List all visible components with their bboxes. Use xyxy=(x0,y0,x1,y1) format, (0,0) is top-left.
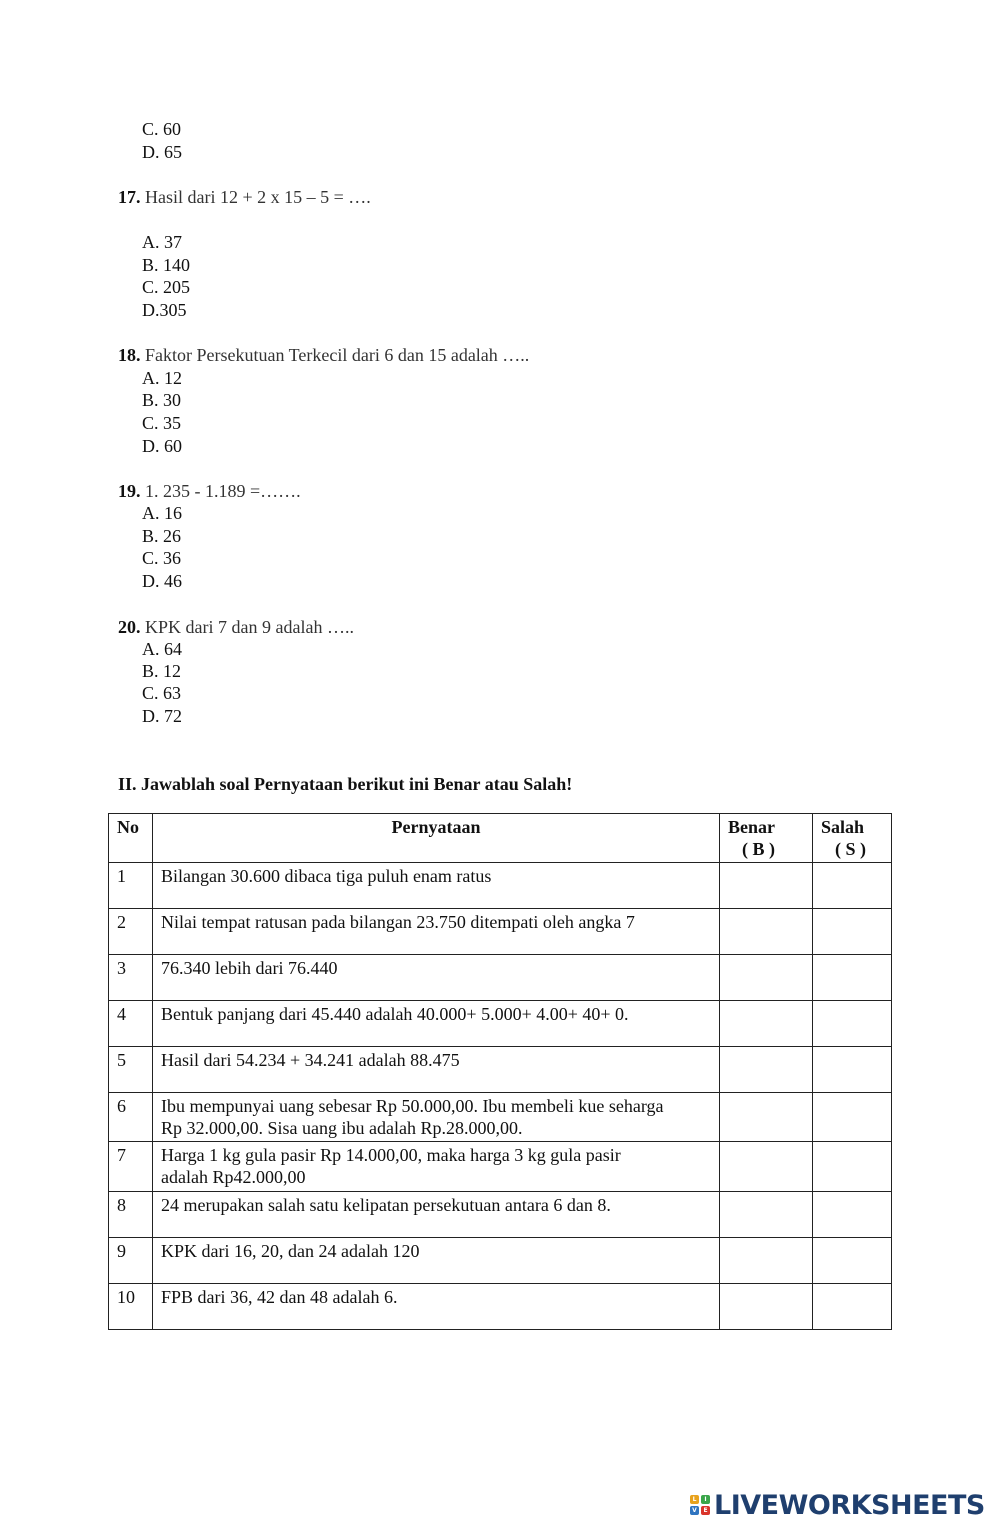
q19-option-a: A. 16 xyxy=(142,503,182,523)
q20-option-a: A. 64 xyxy=(142,639,182,659)
answer-salah-cell[interactable] xyxy=(813,955,892,1001)
table-row xyxy=(109,909,892,955)
answer-salah-cell[interactable] xyxy=(813,1093,892,1142)
section-2-title: II. Jawablah soal Pernyataan berikut ini Benar atau Salah! xyxy=(118,774,573,794)
row-number: 3 xyxy=(109,955,153,1001)
statement-line-1: Bilangan 30.600 dibaca tiga puluh enam ratus xyxy=(161,866,492,886)
q17-option-a: A. 37 xyxy=(142,232,182,252)
answer-benar-cell[interactable] xyxy=(720,1284,813,1330)
q16-option-c: C. 60 xyxy=(142,119,182,139)
q17-option-d: D.305 xyxy=(142,300,187,320)
question-text: Faktor Persekutuan Terkecil dari 6 dan 15 adalah ….. xyxy=(140,345,530,365)
answer-benar-cell[interactable] xyxy=(720,1001,813,1047)
q17-option-b: B. 140 xyxy=(142,255,191,275)
header-salah-label: Salah xyxy=(821,817,865,837)
q18-option-a: A. 12 xyxy=(142,368,182,388)
row-statement xyxy=(153,1093,720,1142)
statement-line-1: FPB dari 36, 42 dan 48 adalah 6. xyxy=(161,1287,398,1307)
question-number: 20. xyxy=(118,617,141,637)
row-number: 5 xyxy=(109,1047,153,1093)
answer-benar-cell[interactable] xyxy=(720,1047,813,1093)
answer-benar-cell[interactable] xyxy=(720,863,813,909)
q16-option-d: D. 65 xyxy=(142,142,182,162)
answer-salah-cell[interactable] xyxy=(813,1284,892,1330)
answer-salah-cell[interactable] xyxy=(813,1047,892,1093)
header-salah xyxy=(813,814,892,863)
question-18 xyxy=(118,344,529,366)
answer-benar-cell[interactable] xyxy=(720,1238,813,1284)
row-statement xyxy=(153,1047,720,1093)
statement-line-1: KPK dari 16, 20, dan 24 adalah 120 xyxy=(161,1241,420,1261)
q19-option-c: C. 36 xyxy=(142,548,182,568)
row-statement xyxy=(153,1001,720,1047)
table-row xyxy=(109,1142,892,1192)
question-number: 17. xyxy=(118,187,141,207)
true-false-table xyxy=(108,813,892,1330)
question-number: 19. xyxy=(118,481,141,501)
q20-option-d: D. 72 xyxy=(142,706,182,726)
header-no: No xyxy=(109,814,153,863)
statement-line-1: 24 merupakan salah satu kelipatan persekutuan antara 6 dan 8. xyxy=(161,1195,611,1215)
question-text: KPK dari 7 dan 9 adalah ….. xyxy=(140,617,354,637)
table-row xyxy=(109,1047,892,1093)
row-statement xyxy=(153,909,720,955)
answer-benar-cell[interactable] xyxy=(720,1142,813,1192)
question-19 xyxy=(118,480,301,502)
statement-line-2: Rp 32.000,00. Sisa uang ibu adalah Rp.28.000,00. xyxy=(161,1118,523,1138)
statement-line-1: Hasil dari 54.234 + 34.241 adalah 88.475 xyxy=(161,1050,460,1070)
row-number: 9 xyxy=(109,1238,153,1284)
row-statement xyxy=(153,1238,720,1284)
table-row xyxy=(109,1238,892,1284)
answer-salah-cell[interactable] xyxy=(813,1001,892,1047)
table-row xyxy=(109,1001,892,1047)
row-number: 4 xyxy=(109,1001,153,1047)
answer-benar-cell[interactable] xyxy=(720,1192,813,1238)
header-salah-sub: ( S ) xyxy=(835,839,866,859)
row-number: 10 xyxy=(109,1284,153,1330)
statement-line-1: Harga 1 kg gula pasir Rp 14.000,00, maka harga 3 kg gula pasir xyxy=(161,1145,621,1165)
header-benar xyxy=(720,814,813,863)
statement-line-1: Bentuk panjang dari 45.440 adalah 40.000+ 5.000+ 4.00+ 40+ 0. xyxy=(161,1004,629,1024)
row-number: 8 xyxy=(109,1192,153,1238)
row-statement xyxy=(153,955,720,1001)
q20-option-c: C. 63 xyxy=(142,683,182,703)
question-text: 1. 235 - 1.189 =……. xyxy=(140,481,301,501)
question-20 xyxy=(118,616,354,638)
answer-benar-cell[interactable] xyxy=(720,909,813,955)
answer-salah-cell[interactable] xyxy=(813,863,892,909)
table-row xyxy=(109,1192,892,1238)
question-text: Hasil dari 12 + 2 x 15 – 5 = …. xyxy=(140,187,371,207)
answer-salah-cell[interactable] xyxy=(813,909,892,955)
row-statement xyxy=(153,863,720,909)
header-statement: Pernyataan xyxy=(153,814,720,863)
q20-option-b: B. 12 xyxy=(142,661,182,681)
statement-line-1: Ibu mempunyai uang sebesar Rp 50.000,00. Ibu membeli kue seharga xyxy=(161,1096,664,1116)
answer-salah-cell[interactable] xyxy=(813,1142,892,1192)
row-number: 6 xyxy=(109,1093,153,1142)
logo-text: LIVEWORKSHEETS xyxy=(714,1489,985,1521)
row-number: 1 xyxy=(109,863,153,909)
answer-benar-cell[interactable] xyxy=(720,1093,813,1142)
answer-salah-cell[interactable] xyxy=(813,1238,892,1284)
table-row xyxy=(109,863,892,909)
row-statement xyxy=(153,1192,720,1238)
header-benar-label: Benar xyxy=(728,817,775,837)
liveworksheets-logo xyxy=(690,1488,985,1522)
row-statement xyxy=(153,1284,720,1330)
liveworksheets-mark-icon: L I V E xyxy=(690,1495,710,1515)
q19-option-b: B. 26 xyxy=(142,526,182,546)
table-row xyxy=(109,1284,892,1330)
question-17 xyxy=(118,186,371,208)
table-row xyxy=(109,1093,892,1142)
header-benar-sub: ( B ) xyxy=(742,839,775,859)
statement-line-2: adalah Rp42.000,00 xyxy=(161,1167,306,1187)
row-number: 2 xyxy=(109,909,153,955)
q17-option-c: C. 205 xyxy=(142,277,191,297)
answer-salah-cell[interactable] xyxy=(813,1192,892,1238)
statement-line-1: Nilai tempat ratusan pada bilangan 23.750 ditempati oleh angka 7 xyxy=(161,912,635,932)
row-statement xyxy=(153,1142,720,1192)
table-header-row xyxy=(109,814,892,863)
q18-option-b: B. 30 xyxy=(142,390,182,410)
q19-option-d: D. 46 xyxy=(142,571,182,591)
statement-line-1: 76.340 lebih dari 76.440 xyxy=(161,958,338,978)
row-number: 7 xyxy=(109,1142,153,1192)
answer-benar-cell[interactable] xyxy=(720,955,813,1001)
question-number: 18. xyxy=(118,345,141,365)
q18-option-c: C. 35 xyxy=(142,413,182,433)
table-row xyxy=(109,955,892,1001)
q18-option-d: D. 60 xyxy=(142,436,182,456)
